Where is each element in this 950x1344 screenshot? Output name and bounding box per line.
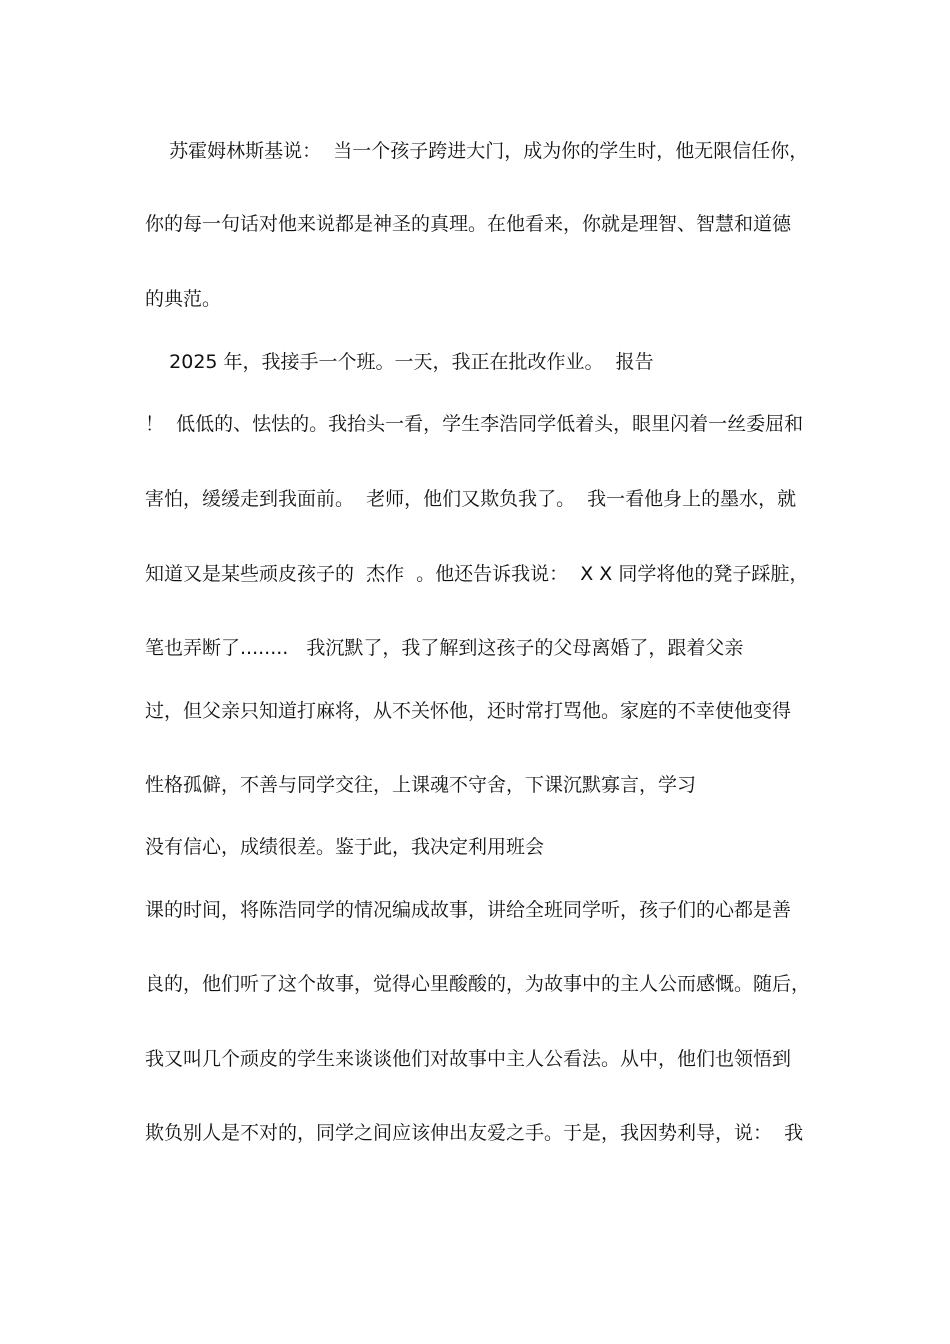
text-line: 知道又是某些顽皮孩子的 杰作 。他还告诉我说： X X 同学将他的凳子踩脏， xyxy=(145,563,809,585)
text-line: 过，但父亲只知道打麻将，从不关怀他，还时常打骂他。家庭的不幸使他变得 xyxy=(145,700,792,722)
text-line: 良的，他们听了这个故事，觉得心里酸酸的，为故事中的主人公而感慨。随后， xyxy=(145,973,811,995)
text-line: 我又叫几个顽皮的学生来谈谈他们对故事中主人公看法。从中，他们也领悟到 xyxy=(145,1048,792,1070)
text-line: 2025 年，我接手一个班。一天，我正在批改作业。 报告 xyxy=(145,351,654,373)
text-line: 害怕，缓缓走到我面前。 老师，他们又欺负我了。 我一看他身上的墨水，就 xyxy=(145,488,797,510)
text-line: 没有信心，成绩很差。鉴于此，我决定利用班会 xyxy=(145,836,545,858)
text-line: 课的时间，将陈浩同学的情况编成故事，讲给全班同学听，孩子们的心都是善 xyxy=(145,899,792,921)
text-line: 你的每一句话对他来说都是神圣的真理。在他看来，你就是理智、智慧和道德 xyxy=(145,213,792,235)
text-line: 的典范。 xyxy=(145,288,222,310)
text-line: ！ 低低的、怯怯的。我抬头一看，学生李浩同学低着头，眼里闪着一丝委屈和 xyxy=(145,413,804,435)
text-line: 笔也弄断了........ 我沉默了，我了解到这孩子的父母离婚了，跟着父亲 xyxy=(145,637,744,659)
text-line: 性格孤僻，不善与同学交往，上课魂不守舍，下课沉默寡言，学习 xyxy=(145,774,697,796)
text-line: 苏霍姆林斯基说： 当一个孩子跨进大门，成为你的学生时，他无限信任你， xyxy=(145,140,809,162)
text-line: 欺负别人是不对的，同学之间应该伸出友爱之手。于是，我因势利导，说： 我 xyxy=(145,1122,804,1144)
